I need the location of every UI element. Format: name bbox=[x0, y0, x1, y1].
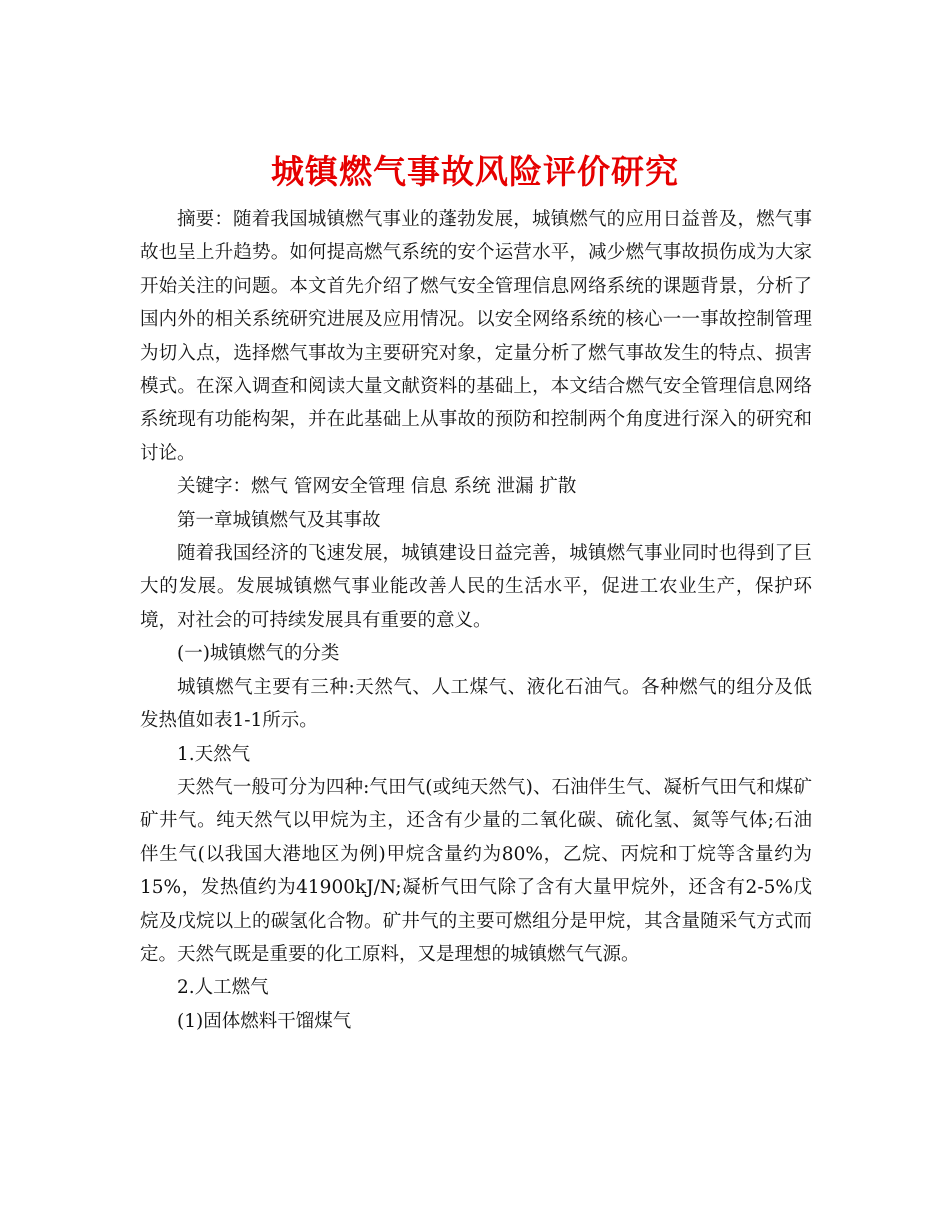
subsection-heading: 2.人工燃气 bbox=[177, 977, 269, 999]
body-paragraph: 随着我国经济的飞速发展，城镇建设日益完善，城镇燃气事业同时也得到了巨大的发展。发展城镇燃气事业能改善人民的生活水平，促进工农业生产，保护环境，对社会的可持续发展具有重要的意义。 bbox=[140, 543, 812, 631]
subsubsection-heading: (1)固体燃料干馏煤气 bbox=[177, 1010, 352, 1032]
document-body bbox=[140, 203, 812, 1038]
keywords-paragraph: 关键字：燃气 管网安全管理 信息 系统 泄漏 扩散 bbox=[177, 476, 577, 498]
chapter-heading: 第一章城镇燃气及其事故 bbox=[177, 509, 381, 531]
section-heading: (一)城镇燃气的分类 bbox=[177, 643, 340, 665]
abstract-paragraph: 摘要：随着我国城镇燃气事业的蓬勃发展，城镇燃气的应用日益普及，燃气事故也呈上升趋势。如何提高燃气系统的安个运营水平，减少燃气事故损伤成为大家开始关注的问题。本文首先介绍了燃气安全管理信息网络系统的课题背景，分析了国内外的相关系统研究进展及应用情况。以安全网络系统的核心一一事故控制管理为切入点，选择燃气事故为主要研究对象，定量分析了燃气事故发生的特点、损害模式。在深入调查和阅读大量文献资料的基础上，本文结合燃气安全管理信息网络系统现有功能构架，并在此基础上从事故的预防和控制两个角度进行深入的研究和讨论。 bbox=[140, 209, 812, 464]
subsection-heading: 1.天然气 bbox=[177, 743, 251, 765]
body-paragraph: 天然气一般可分为四种:气田气(或纯天然气)、石油伴生气、凝析气田气和煤矿矿井气。纯天然气以甲烷为主，还含有少量的二氧化碳、硫化氢、氮等气体;石油伴生气(以我国大港地区为例)甲烷含量约为80%，乙烷、丙烷和丁烷等含量约为15%，发热值约为41900kJ/N;凝析气田气除了含有大量甲烷外，还含有2-5%戊烷及戊烷以上的碳氢化合物。矿井气的主要可燃组分是甲烷，其含量随采气方式而定。天然气既是重要的化工原料，又是理想的城镇燃气气源。 bbox=[140, 776, 812, 965]
body-paragraph: 城镇燃气主要有三种:天然气、人工煤气、液化石油气。各种燃气的组分及低发热值如表1-1所示。 bbox=[140, 676, 812, 732]
document-title: 城镇燃气事故风险评价研究 bbox=[271, 152, 679, 192]
